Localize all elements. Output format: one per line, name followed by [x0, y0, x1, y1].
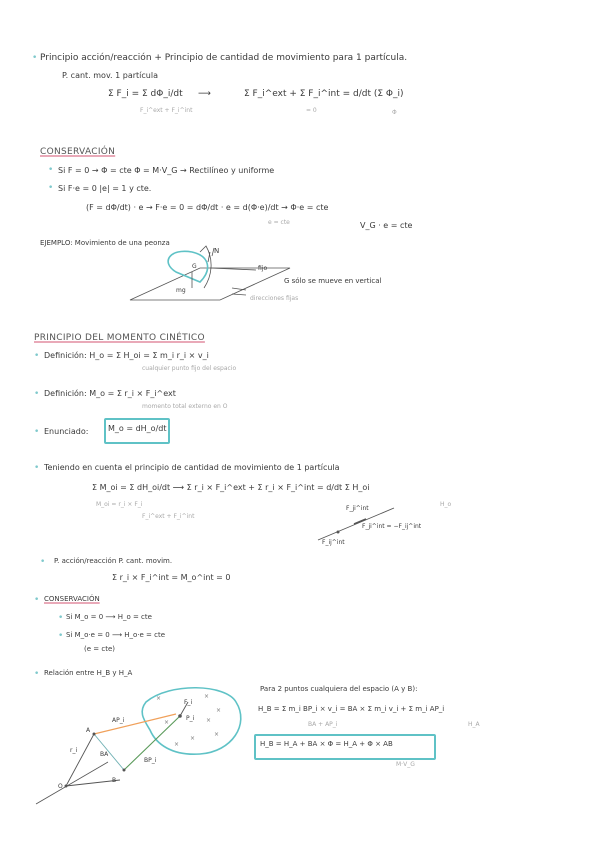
equation: V_G · e = cte	[360, 221, 413, 230]
svg-text:×: ×	[214, 731, 220, 738]
bullet: •	[34, 669, 40, 679]
text-line: Teniendo en cuenta el principio de cantidad de movimiento de 1 partícula	[44, 463, 340, 472]
annotation: e = cte	[268, 219, 290, 226]
text-line: Si M_o·e = 0 ⟶ H_o·e = cte	[66, 631, 166, 639]
annotation: momento total externo en O	[142, 403, 228, 410]
bullet: •	[58, 631, 64, 641]
svg-text:×: ×	[190, 735, 196, 742]
statement-label: Enunciado:	[44, 427, 89, 436]
label-AP: AP_i	[112, 717, 125, 724]
annotation: direcciones fijas	[250, 295, 299, 302]
section-heading: CONSERVACIÓN	[44, 595, 100, 603]
text-line: Para 2 puntos cualquiera del espacio (A y B):	[260, 685, 418, 693]
label-Fji: F_ji^int	[346, 505, 369, 512]
equation: Σ r_i × F_i^int = M_o^int = 0	[112, 573, 231, 582]
label-Pi: P_i	[186, 715, 195, 722]
label-O: O	[58, 783, 63, 790]
equation: Σ F_i = Σ dΦ_i/dt	[108, 89, 183, 99]
label-G: G	[192, 263, 197, 270]
svg-text:×: ×	[164, 719, 170, 726]
label-BP: BP_i	[144, 757, 157, 764]
text-line: Si M_o = 0 ⟶ H_o = cte	[66, 613, 152, 621]
equation: Σ F_i^ext + Σ F_i^int = d/dt (Σ Φ_i)	[244, 89, 404, 99]
equation: H_B = H_A + BA × Φ = H_A + Φ × AB	[260, 740, 393, 748]
bullet: •	[34, 389, 40, 399]
label-fijo: fijo	[258, 265, 268, 272]
svg-text:×: ×	[174, 741, 180, 748]
equation: (F = dΦ/dt) · e → F·e = 0 = dΦ/dt · e = d(Φ·e)/dt → Φ·e = cte	[86, 203, 329, 212]
annotation: H_o	[440, 501, 452, 508]
annotation: M·V_G	[396, 761, 415, 768]
annotation: BA + AP_i	[308, 721, 338, 728]
bullet: •	[34, 463, 40, 473]
annotation: Φ	[392, 109, 397, 116]
bullet: •	[34, 595, 40, 605]
bullet: •	[34, 351, 40, 361]
annotation: cualquier punto fijo del espacio	[142, 365, 237, 372]
label-Fij: F_ij^int	[322, 539, 345, 546]
bullet: •	[48, 183, 54, 193]
svg-text:×: ×	[216, 707, 222, 714]
svg-text:×: ×	[206, 717, 212, 724]
text-line: P. acción/reacción P. cant. movim.	[54, 557, 173, 565]
annotation: F_i^ext + F_i^int	[140, 107, 193, 114]
annotation: = 0	[306, 107, 317, 114]
subtitle: P. cant. mov. 1 partícula	[62, 71, 158, 80]
bullet: •	[32, 53, 38, 63]
label-Fi: F_i	[184, 699, 193, 706]
bullet: •	[34, 427, 40, 437]
annotation: M_oi = r_i × F_i	[96, 501, 143, 508]
label-BA: BA	[100, 751, 109, 758]
example-note: G sólo se mueve en vertical	[284, 277, 382, 285]
section-heading: CONSERVACIÓN	[40, 147, 116, 157]
annotation: H_A	[468, 721, 480, 728]
example-label: EJEMPLO: Movimiento de una peonza	[40, 239, 170, 247]
label-B: B	[112, 777, 117, 784]
section-title: Principio acción/reacción + Principio de cantidad de movimiento para 1 partícula.	[40, 53, 408, 63]
relation: F_ji^int = −F_ij^int	[362, 523, 422, 530]
text-line: Si F = 0 → Φ = cte Φ = M·V_G → Rectilíneo y uniforme	[58, 166, 275, 175]
section-heading: PRINCIPIO DEL MOMENTO CINÉTICO	[34, 333, 205, 343]
label-r: r_i	[70, 747, 78, 754]
svg-text:×: ×	[156, 695, 162, 702]
annotation: F_i^ext + F_i^int	[142, 513, 195, 520]
definition: Definición: M_o = Σ r_i × F_i^ext	[44, 389, 176, 398]
arrow: ⟶	[198, 89, 211, 99]
bullet: •	[48, 165, 54, 175]
svg-text:×: ×	[204, 693, 210, 700]
text-line: Si F·e = 0 |e| = 1 y cte.	[58, 184, 152, 193]
equation: M_o = dH_o/dt	[108, 424, 167, 433]
bullet: •	[40, 557, 46, 567]
label-mg: mg	[176, 287, 186, 294]
bullet: •	[58, 613, 64, 623]
label-N: N	[214, 247, 220, 255]
label-A: A	[86, 727, 91, 734]
definition: Definición: H_o = Σ H_oi = Σ m_i r_i × v_i	[44, 351, 209, 360]
annotation: (e = cte)	[84, 645, 115, 653]
equation: Σ M_oi = Σ dH_oi/dt ⟶ Σ r_i × F_i^ext + Σ r_i × F_i^int = d/dt Σ H_oi	[92, 483, 370, 492]
section-title: Relación entre H_B y H_A	[44, 669, 133, 677]
equation: H_B = Σ m_i BP_i × v_i = BA × Σ m_i v_i + Σ m_i AP_i	[258, 705, 445, 713]
